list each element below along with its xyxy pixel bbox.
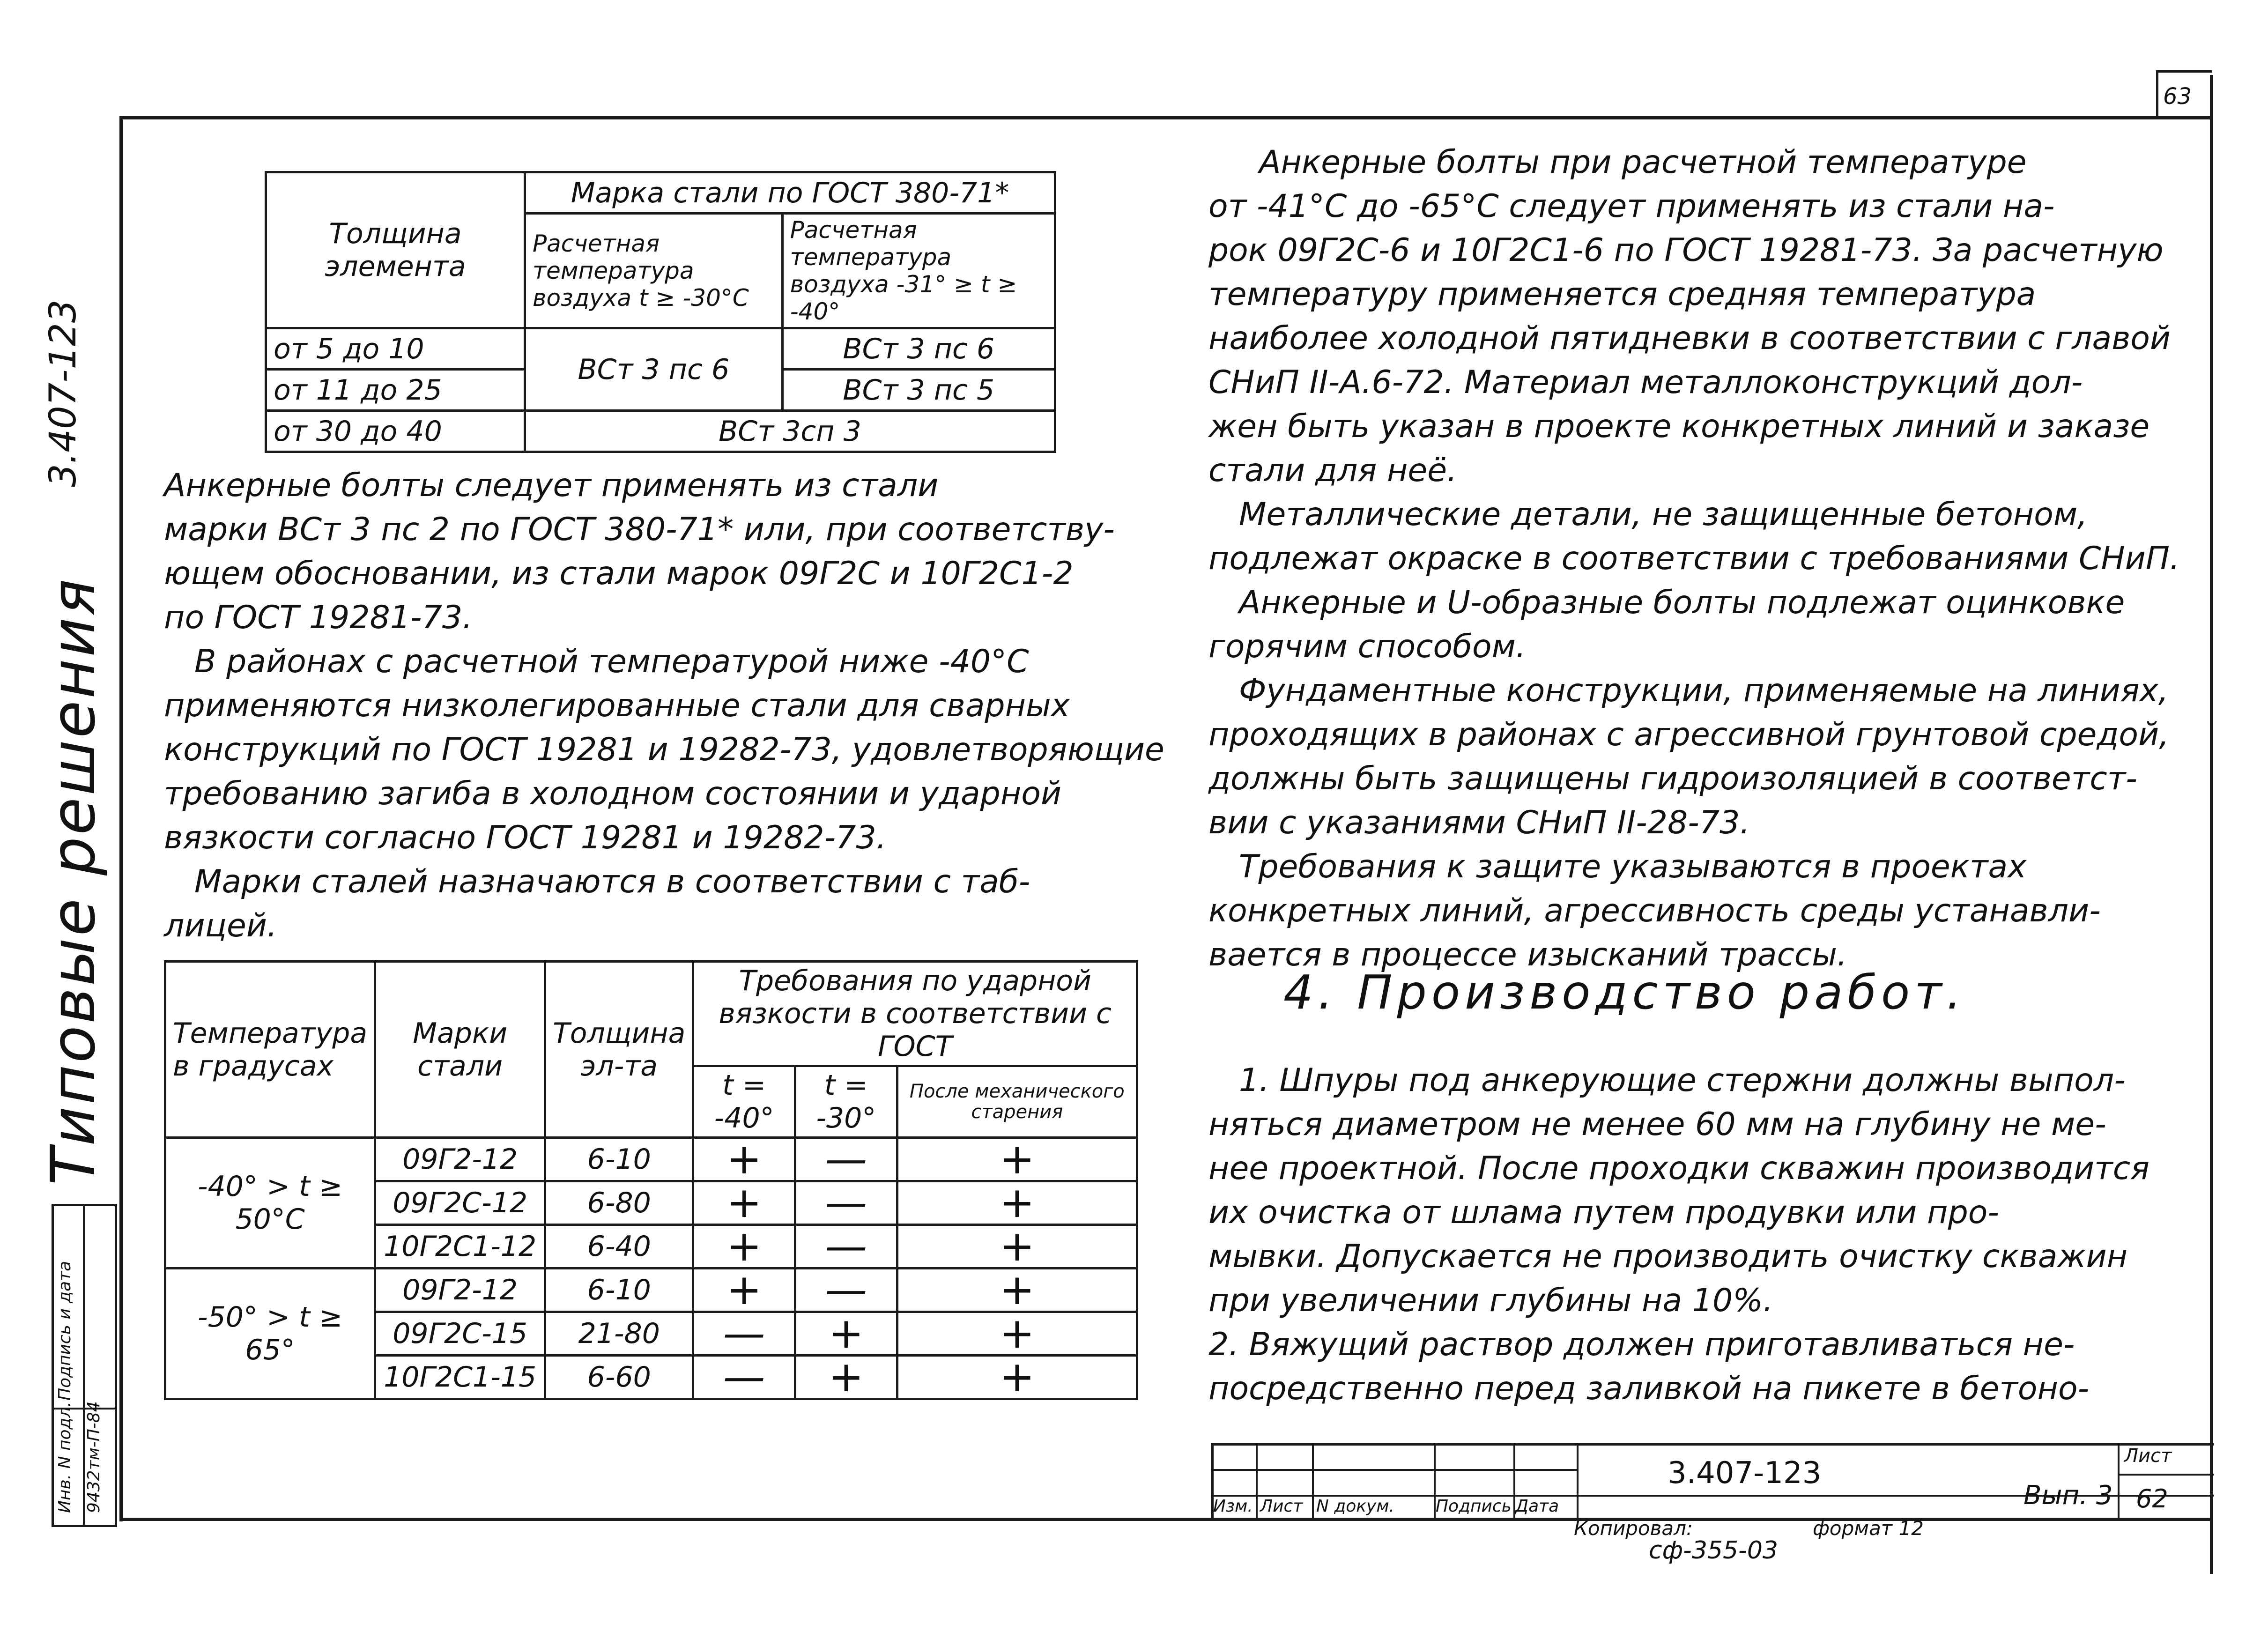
table-row-thickness: 6-80 bbox=[545, 1181, 693, 1225]
table2-head-thickness: Толщина эл-та bbox=[545, 962, 693, 1138]
table1-head-temp2: Расчетная температура воздуха -31° ≥ t ≥ -40° bbox=[782, 214, 1055, 328]
table-row-t40: + bbox=[693, 1138, 795, 1181]
table-row-thickness: 21-80 bbox=[545, 1312, 693, 1356]
right-body-text: Анкерные болты при расчетной температуре от -41°С до -65°С следует применять из стали на- рок 09Г2С-6 и 10Г2С1-6 по ГОСТ 19281-73. За расчетную температуру применяется средняя температура наиболее холодной пятидневки в соответствии с главой СНиП II-А.6-72. Материал металлоконструкций дол- жен быть указан в проекте конкретных линий и заказе стали для неё. Металлические детали, не защищенные бетоном, подлежат окраске в соответствии с требованиями СНиП. Анкерные и U-образные болты подлежат оцинковке горячим способом. Фундаментные конструкции, применяемые на линиях, проходящих в районах с агрессивной грунтовой средой, должны быть защищены гидроизоляцией в соответст- вии с указаниями СНиП II-28-73. Требования к защите указываются в проектах конкретных линий, агрессивность среды устанавли- вается в процессе изысканий трассы. bbox=[1208, 144, 2180, 973]
table-row-t40: — bbox=[693, 1356, 795, 1399]
stamp-label-inventory: Инв. N подл. bbox=[55, 1402, 74, 1513]
table-row-t30: + bbox=[795, 1312, 897, 1356]
table1-grade1: ВСт 3 пс 6 bbox=[525, 328, 783, 411]
copied-by: Копировал: bbox=[1574, 1517, 1693, 1540]
table-row-aging: + bbox=[897, 1138, 1137, 1181]
table2-head-aging: После механического старения bbox=[897, 1066, 1137, 1138]
stamp-label-signature: Подпись и дата bbox=[55, 1261, 74, 1401]
tb-label-signature: Подпись bbox=[1436, 1497, 1512, 1516]
table-row-t30: — bbox=[795, 1181, 897, 1225]
table-row-thickness: 6-40 bbox=[545, 1225, 693, 1269]
table-row-thickness: 6-10 bbox=[545, 1138, 693, 1181]
table-row-t30: — bbox=[795, 1269, 897, 1312]
sheet-frame-top bbox=[119, 116, 2213, 119]
sheet-label: Лист bbox=[2124, 1445, 2172, 1467]
left-body-text: Анкерные болты следует применять из стали марки ВСт 3 пс 2 по ГОСТ 380-71* или, при соответству- ющем обосновании, из стали марок 09Г2С и 10Г2С1-2 по ГОСТ 19281-73. В районах с расчетной температурой ниже -40°С применяются низколегированные стали для сварных конструкций по ГОСТ 19281 и 19282-73, удовлетворяющие требованию загиба в холодном состоянии и ударной вязкости согласно ГОСТ 19281 и 19282-73. Марки сталей назначаются в соответствии с таб- лицей. bbox=[164, 467, 1164, 944]
table-row-t40: — bbox=[693, 1312, 795, 1356]
table-row-aging: + bbox=[897, 1269, 1137, 1312]
tb-label-change: Изм. bbox=[1213, 1497, 1253, 1516]
table-row-grade: 09Г2-12 bbox=[375, 1138, 545, 1181]
table2-head-grade: Марки стали bbox=[375, 962, 545, 1138]
table-row-thickness: 6-60 bbox=[545, 1356, 693, 1399]
section-title: 4. Производство работ. bbox=[1283, 965, 1966, 1020]
table-row-aging: + bbox=[897, 1181, 1137, 1225]
table2-head-t40: t = -40° bbox=[693, 1066, 795, 1138]
tb-label-sheet: Лист bbox=[1260, 1497, 1303, 1516]
table2-group2: -50° > t ≥ 65° bbox=[165, 1269, 375, 1399]
table-row-aging: + bbox=[897, 1225, 1137, 1269]
table1-thickness: от 30 до 40 bbox=[266, 411, 525, 452]
table-row-grade: 10Г2С1-12 bbox=[375, 1225, 545, 1269]
sheet-frame-left bbox=[119, 116, 123, 1521]
table-row-grade: 10Г2С1-15 bbox=[375, 1356, 545, 1399]
table-row-aging: + bbox=[897, 1356, 1137, 1399]
table-row-grade: 09Г2С-12 bbox=[375, 1181, 545, 1225]
table1-head-thickness: Толщина элемента bbox=[266, 172, 525, 328]
table1-thickness: от 5 до 10 bbox=[266, 328, 525, 370]
table1-head-grade: Марка стали по ГОСТ 380-71* bbox=[525, 172, 1055, 214]
table2-head-temp: Температура в градусах bbox=[165, 962, 375, 1138]
table2-group1: -40° > t ≥ 50°С bbox=[165, 1138, 375, 1269]
issue-number: Вып. 3 bbox=[2023, 1480, 2113, 1511]
inventory-number: сф-355-03 bbox=[1649, 1536, 1778, 1565]
impact-strength-table bbox=[164, 960, 1138, 1400]
table-row-t40: + bbox=[693, 1269, 795, 1312]
table-row-grade: 09Г2С-15 bbox=[375, 1312, 545, 1356]
corner-number: 63 bbox=[2163, 83, 2192, 110]
table-row-t30: — bbox=[795, 1138, 897, 1181]
sheet-number: 62 bbox=[2136, 1484, 2168, 1513]
table2-head-t30: t = -30° bbox=[795, 1066, 897, 1138]
table-row-grade: 09Г2-12 bbox=[375, 1269, 545, 1312]
table-row-t40: + bbox=[693, 1225, 795, 1269]
document-code: 3.407-123 bbox=[1668, 1456, 1822, 1491]
sheet-frame-right bbox=[2210, 75, 2213, 1574]
table2-head-requirements: Требования по ударной вязкости в соответствии с ГОСТ bbox=[693, 962, 1137, 1066]
table-row-t30: — bbox=[795, 1225, 897, 1269]
table1-grade2: ВСт 3 пс 6 bbox=[782, 328, 1055, 370]
tb-label-date: Дата bbox=[1515, 1497, 1559, 1516]
table-row-t30: + bbox=[795, 1356, 897, 1399]
sheet-format: формат 12 bbox=[1813, 1517, 1924, 1540]
table-row-aging: + bbox=[897, 1312, 1137, 1356]
table1-grade-merged: ВСт 3сп 3 bbox=[525, 411, 1055, 452]
series-title-vertical: Типовые решения bbox=[37, 577, 109, 1185]
stamp-value: 9432тм-П-84 bbox=[84, 1401, 104, 1513]
series-code-vertical: 3.407-123 bbox=[42, 299, 84, 487]
steel-grade-table bbox=[265, 171, 1056, 453]
table1-head-temp1: Расчетная температура воздуха t ≥ -30°С bbox=[525, 214, 783, 328]
table1-thickness: от 11 до 25 bbox=[266, 370, 525, 411]
tb-label-document: N докум. bbox=[1316, 1497, 1394, 1516]
table-row-t40: + bbox=[693, 1181, 795, 1225]
works-body-text: 1. Шпуры под анкерующие стержни должны выпол- няться диаметром не менее 60 мм на глубину не ме- нее проектной. После проходки скважин производится их очистка от шлама путем продувки или про- мывки. Допускается не производить очистку скважин при увеличении глубины на 10%. 2. Вяжущий раствор должен приготавливаться не- посредственно перед заливкой на пикете в бетоно- bbox=[1208, 1062, 2150, 1407]
table1-grade2: ВСт 3 пс 5 bbox=[782, 370, 1055, 411]
table-row-thickness: 6-10 bbox=[545, 1269, 693, 1312]
